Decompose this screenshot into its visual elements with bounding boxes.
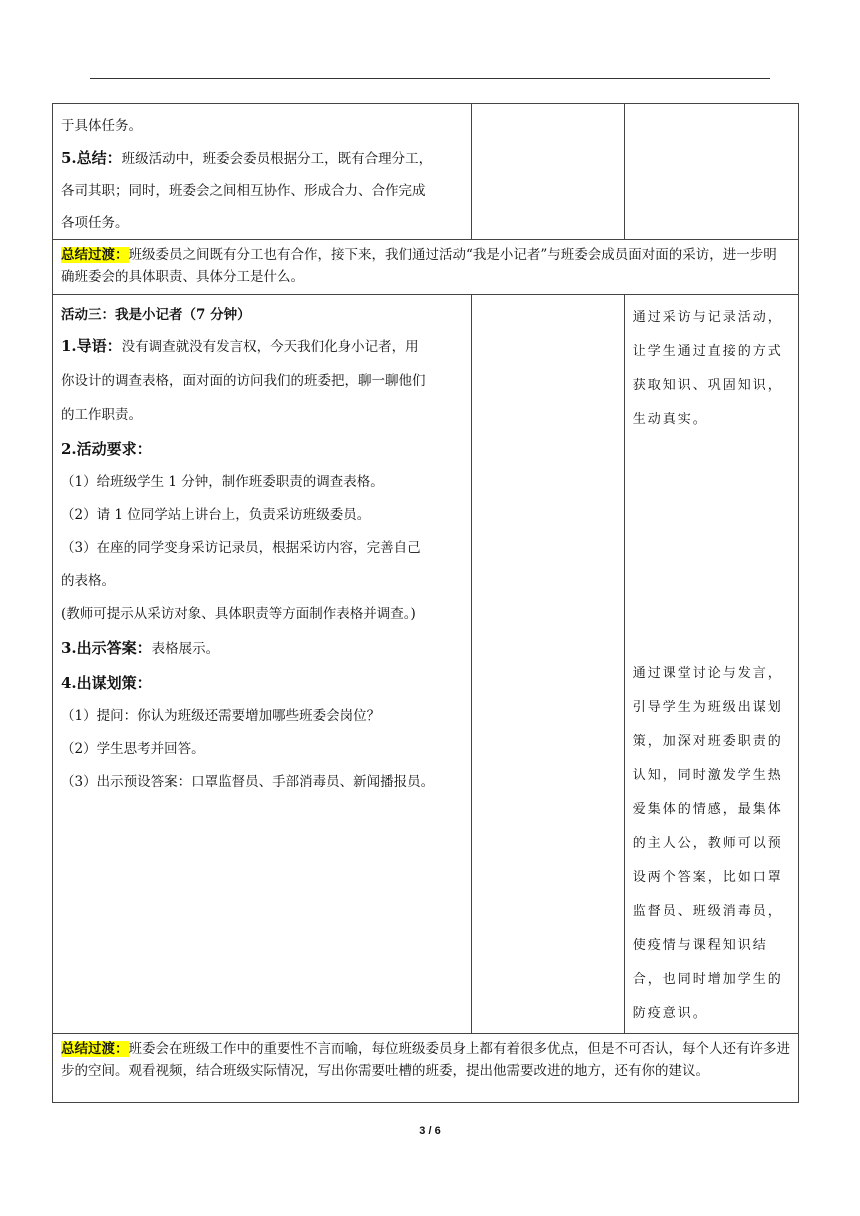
list-item: （1）给班级学生 1 分钟，制作班委职责的调查表格。: [61, 474, 384, 490]
design-note-line: 爱集体的情感，最集体: [632, 802, 783, 817]
design-note-line: 获取知识、巩固知识，: [632, 378, 783, 393]
list-item: （2）学生思考并回答。: [61, 741, 205, 757]
design-note-line: 策，加深对班委职责的: [632, 734, 783, 749]
design-note-line: 认知，同时激发学生热: [632, 768, 783, 783]
list-item: （3）出示预设答案：口罩监督员、手部消毒员、新闻播报员。: [61, 774, 435, 790]
transition-cell: [53, 240, 799, 295]
page-number: 3 / 6: [419, 1125, 441, 1137]
lesson-plan-table: [52, 103, 799, 1103]
content-cell: [53, 104, 472, 240]
table-row: [53, 104, 799, 240]
empty-cell: [471, 104, 624, 240]
text-line: 的工作职责。: [61, 407, 142, 423]
transition-text: 班级委员之间既有分工也有合作，接下来，我们通过活动“我是小记者”与班委会成员面对面的采访，进一步明确班委会的具体职责、具体分工是什么。: [61, 247, 777, 285]
highlight-label: 总结过渡：: [61, 1041, 129, 1057]
design-note-line: 使疫情与课程知识结: [632, 938, 768, 953]
transition-text: 班委会在班级工作中的重要性不言而喻，每位班级委员身上都有着很多优点，但是不可否认，每个人还有许多进步的空间。观看视频，结合班级实际情况，写出你需要吐槽的班委，提出他需要改进的地方，还有你的建议。: [61, 1041, 790, 1079]
design-note-line: 让学生通过直接的方式: [632, 344, 783, 359]
text-line: 于具体任务。: [61, 118, 142, 134]
design-note-line: 监督员、班级消毒员，: [632, 904, 783, 919]
list-item: 的表格。: [61, 573, 115, 589]
design-note-line: 设两个答案，比如口罩: [632, 870, 783, 885]
item-label: 3.出示答案：: [61, 639, 152, 657]
text-line: 各司其职；同时，班委会之间相互协作、形成合力、合作完成: [61, 183, 426, 199]
empty-cell: [624, 104, 798, 240]
activity-title: 活动三：我是小记者（7 分钟）: [61, 307, 251, 323]
text-line: 各项任务。: [61, 215, 129, 231]
list-item: （3）在座的同学变身采访记录员，根据采访内容，完善自己: [61, 540, 421, 556]
design-note-line: 生动真实。: [632, 412, 708, 427]
item-label: 4.出谋划策：: [61, 674, 152, 692]
header-rule: [90, 78, 770, 79]
highlight-label: 总结过渡：: [61, 247, 129, 263]
list-item: （1）提问：你认为班级还需要增加哪些班委会岗位？: [61, 708, 381, 724]
table-row: [53, 295, 799, 1034]
list-item: （2）请 1 位同学站上讲台上，负责采访班级委员。: [61, 507, 371, 523]
design-note-line: 通过课堂讨论与发言，: [632, 666, 783, 681]
transition-cell: [53, 1034, 799, 1103]
text-line: 你设计的调查表格，面对面的访问我们的班委把，聊一聊他们: [61, 373, 426, 389]
design-note-line: 引导学生为班级出谋划: [632, 700, 783, 715]
table-row: [53, 1034, 799, 1103]
design-intent-cell: [624, 295, 798, 1034]
text-line: 没有调查就没有发言权，今天我们化身小记者，用: [121, 339, 419, 355]
design-note-line: 的主人公，教师可以预: [632, 836, 783, 851]
design-note-line: 防疫意识。: [632, 1006, 708, 1021]
content-cell: [53, 295, 472, 1034]
teacher-note: (教师可提示从采访对象、具体职责等方面制作表格并调查。): [61, 606, 416, 622]
item-label: 2.活动要求：: [61, 440, 152, 458]
text-line: 班级活动中，班委会委员根据分工，既有合理分工，: [121, 151, 433, 167]
design-note-line: 通过采访与记录活动，: [632, 310, 783, 325]
table-row: [53, 240, 799, 295]
item-label: 1.导语：: [61, 337, 122, 355]
empty-cell: [471, 295, 624, 1034]
item-label: 5.总结：: [61, 149, 122, 167]
design-note-line: 合，也同时增加学生的: [632, 972, 783, 987]
text-line: 表格展示。: [151, 641, 220, 657]
